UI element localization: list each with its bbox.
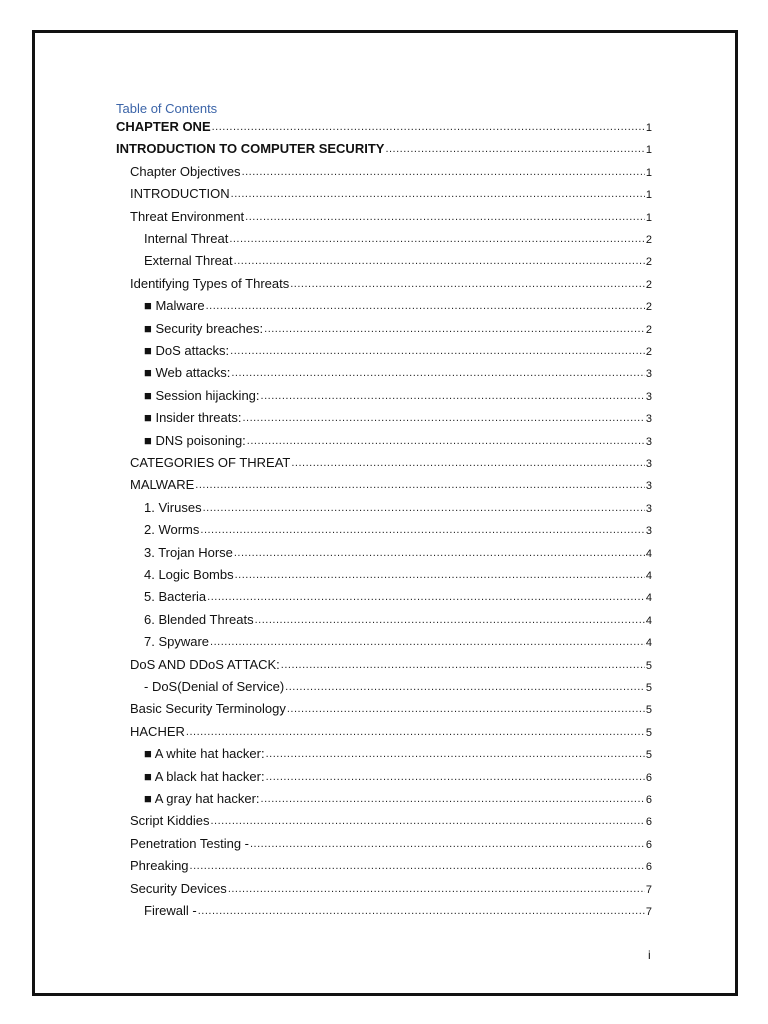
toc-dot-leader	[231, 187, 645, 201]
toc-entry-label: Firewall -	[144, 903, 197, 918]
toc-entry[interactable]	[130, 855, 652, 873]
toc-entry[interactable]	[130, 183, 652, 201]
toc-dot-leader	[285, 680, 645, 694]
page-number: i	[648, 948, 651, 962]
toc-dot-leader	[385, 142, 644, 156]
toc-entry-page: 4	[645, 614, 652, 627]
toc-heading: Table of Contents	[116, 101, 218, 116]
toc-entry-label: HACHER	[130, 723, 185, 739]
toc-entry-label: Basic Security Terminology	[130, 701, 286, 717]
toc-entry[interactable]	[144, 631, 652, 649]
toc-dot-leader	[247, 434, 645, 448]
toc-entry-page: 1	[645, 211, 652, 224]
toc-entry[interactable]	[130, 273, 652, 291]
toc-entry-page: 1	[645, 189, 652, 202]
toc-entry-page: 4	[645, 547, 652, 560]
toc-entry[interactable]	[144, 564, 652, 582]
toc-dot-leader	[287, 702, 645, 716]
toc-entry-label: ■ Malware	[144, 298, 205, 314]
toc-entry[interactable]	[144, 318, 652, 336]
toc-entry-page: 3	[645, 525, 652, 538]
toc-entry-page: 4	[645, 637, 652, 650]
toc-entry[interactable]	[144, 340, 652, 358]
toc-entry[interactable]	[144, 743, 652, 761]
toc-entry-label: CATEGORIES OF THREAT	[130, 455, 291, 470]
toc-entry-page: 7	[645, 883, 652, 896]
toc-entry-page: 4	[645, 570, 652, 582]
toc-entry[interactable]	[144, 362, 652, 380]
toc-dot-leader	[235, 568, 645, 582]
toc-entry[interactable]	[144, 788, 652, 806]
toc-entry-page: 5	[645, 749, 652, 762]
toc-dot-leader	[229, 232, 645, 246]
toc-dot-leader	[242, 411, 644, 425]
toc-entry[interactable]	[144, 385, 652, 403]
toc-entry-label: ■ A white hat hacker:	[144, 746, 265, 762]
toc-dot-leader	[234, 254, 645, 268]
toc-entry-label: Script Kiddies	[130, 813, 210, 829]
toc-entry-page: 5	[645, 704, 652, 717]
toc-entry-page: 5	[645, 659, 652, 672]
toc-entry-page: 2	[645, 256, 652, 269]
toc-entry[interactable]	[144, 519, 652, 537]
toc-entry-label: MALWARE	[130, 477, 195, 493]
toc-entry[interactable]	[130, 161, 652, 179]
toc-entry-page: 5	[645, 726, 652, 739]
toc-entry-page: 3	[645, 435, 652, 448]
toc-dot-leader	[250, 837, 645, 851]
toc-entry-label: ■ Security breaches:	[144, 320, 264, 336]
toc-entry-label: 2. Worms	[144, 522, 200, 538]
toc-dot-leader	[234, 546, 645, 560]
toc-entry-label: CHAPTER ONE	[116, 119, 211, 134]
toc-entry-page: 1	[645, 166, 652, 179]
toc-entry-label: 6. Blended Threats	[144, 611, 254, 627]
toc-dot-leader	[228, 882, 645, 896]
toc-dot-leader	[203, 501, 645, 515]
toc-entry-label: 4. Logic Bombs	[144, 567, 234, 582]
toc-entry-label: Internal Threat	[144, 231, 229, 246]
toc-dot-leader	[212, 120, 645, 134]
toc-entry-label: ■ A gray hat hacker:	[144, 791, 260, 806]
toc-entry-label: ■ A black hat hacker:	[144, 768, 265, 784]
toc-entry[interactable]	[144, 250, 652, 268]
toc-entry-label: - DoS(Denial of Service)	[144, 679, 285, 694]
toc-entry-page: 3	[645, 390, 652, 403]
toc-entry-label: ■ DoS attacks:	[144, 343, 230, 358]
toc-dot-leader	[198, 904, 645, 918]
toc-entry-label: Security Devices	[130, 880, 227, 896]
toc-entry[interactable]	[144, 430, 652, 448]
toc-entry-page: 6	[645, 861, 652, 874]
toc-entry-label: External Threat	[144, 253, 233, 269]
toc-dot-leader	[210, 635, 645, 649]
toc-entry-page: 3	[645, 458, 652, 470]
toc-entry[interactable]	[144, 900, 652, 918]
toc-entry-page: 6	[645, 771, 652, 784]
toc-dot-leader	[245, 210, 645, 224]
toc-dot-leader	[264, 322, 645, 336]
toc-dot-leader	[195, 478, 645, 492]
toc-entry[interactable]	[130, 474, 652, 492]
toc-dot-leader	[207, 590, 645, 604]
toc-dot-leader	[206, 299, 645, 313]
toc-entry-page: 2	[645, 278, 652, 291]
toc-dot-leader	[190, 859, 645, 873]
toc-entry-label: ■ DNS poisoning:	[144, 432, 246, 448]
toc-entry-label: 1. Viruses	[144, 499, 202, 515]
toc-entry-page: 3	[645, 368, 652, 381]
toc-entry[interactable]	[130, 452, 652, 470]
toc-entry[interactable]	[144, 295, 652, 313]
toc-entry-label: Identifying Types of Threats	[130, 275, 290, 291]
toc-entry-label: INTRODUCTION TO COMPUTER SECURITY	[116, 141, 385, 157]
toc-entry-label: 5. Bacteria	[144, 589, 207, 605]
toc-entry-page: 2	[645, 234, 652, 246]
toc-entry-page: 3	[645, 502, 652, 515]
toc-entry-page: 1	[645, 144, 652, 157]
toc-entry-label: DoS AND DDoS ATTACK:	[130, 656, 280, 672]
toc-entry-page: 3	[645, 480, 652, 493]
toc-dot-leader	[210, 814, 644, 828]
toc-entry[interactable]	[144, 609, 652, 627]
toc-entry-page: 6	[645, 816, 652, 829]
toc-entry-page: 3	[645, 413, 652, 426]
toc-entry-page: 2	[645, 301, 652, 314]
toc-dot-leader	[261, 389, 645, 403]
toc-entry-label: 7. Spyware	[144, 634, 210, 650]
toc-entry-label: 3. Trojan Horse	[144, 544, 233, 560]
toc-entry[interactable]	[144, 497, 652, 515]
toc-dot-leader	[281, 658, 645, 672]
toc-entry-page: 5	[645, 682, 652, 694]
toc-entry[interactable]	[130, 721, 652, 739]
toc-dot-leader	[242, 165, 645, 179]
toc-entry-label: INTRODUCTION	[130, 186, 230, 202]
toc-dot-leader	[290, 277, 645, 291]
toc-entry-page: 4	[645, 592, 652, 605]
toc-entry-label: Penetration Testing -	[130, 835, 249, 851]
toc-entry[interactable]	[130, 833, 652, 851]
toc-entry-label: ■ Web attacks:	[144, 365, 231, 381]
toc-entry-page: 2	[645, 346, 652, 358]
toc-entry-page: 6	[645, 794, 652, 806]
toc-dot-leader	[291, 456, 645, 470]
toc-dot-leader	[230, 344, 645, 358]
toc-entry[interactable]	[144, 766, 652, 784]
toc-entry-page: 6	[645, 838, 652, 851]
toc-dot-leader	[266, 747, 645, 761]
toc-entry[interactable]	[130, 206, 652, 224]
toc-entry[interactable]	[144, 228, 652, 246]
toc-entry-label: Chapter Objectives	[130, 163, 241, 179]
toc-entry-label: ■ Insider threats:	[144, 410, 242, 426]
toc-entry[interactable]	[144, 676, 652, 694]
toc-entry-page: 2	[645, 323, 652, 336]
toc-entry[interactable]	[130, 810, 652, 828]
toc-dot-leader	[261, 792, 645, 806]
toc-entry[interactable]	[130, 654, 652, 672]
toc-entry-label: Threat Environment	[130, 208, 245, 224]
toc-entry-label: Phreaking	[130, 858, 189, 874]
toc-entry[interactable]	[144, 586, 652, 604]
toc-entry[interactable]	[144, 542, 652, 560]
toc-dot-leader	[266, 770, 645, 784]
toc-entry[interactable]	[116, 116, 652, 134]
toc-dot-leader	[200, 523, 644, 537]
toc-entry[interactable]	[144, 407, 652, 425]
toc-dot-leader	[231, 366, 645, 380]
toc-entry-page: 1	[645, 122, 652, 134]
toc-dot-leader	[255, 613, 645, 627]
toc-entry-label: ■ Session hijacking:	[144, 387, 260, 403]
toc-dot-leader	[186, 725, 645, 739]
toc-entry[interactable]	[130, 698, 652, 716]
toc-entry[interactable]	[116, 138, 652, 156]
toc-entry[interactable]	[130, 878, 652, 896]
toc-entry-page: 7	[645, 906, 652, 918]
